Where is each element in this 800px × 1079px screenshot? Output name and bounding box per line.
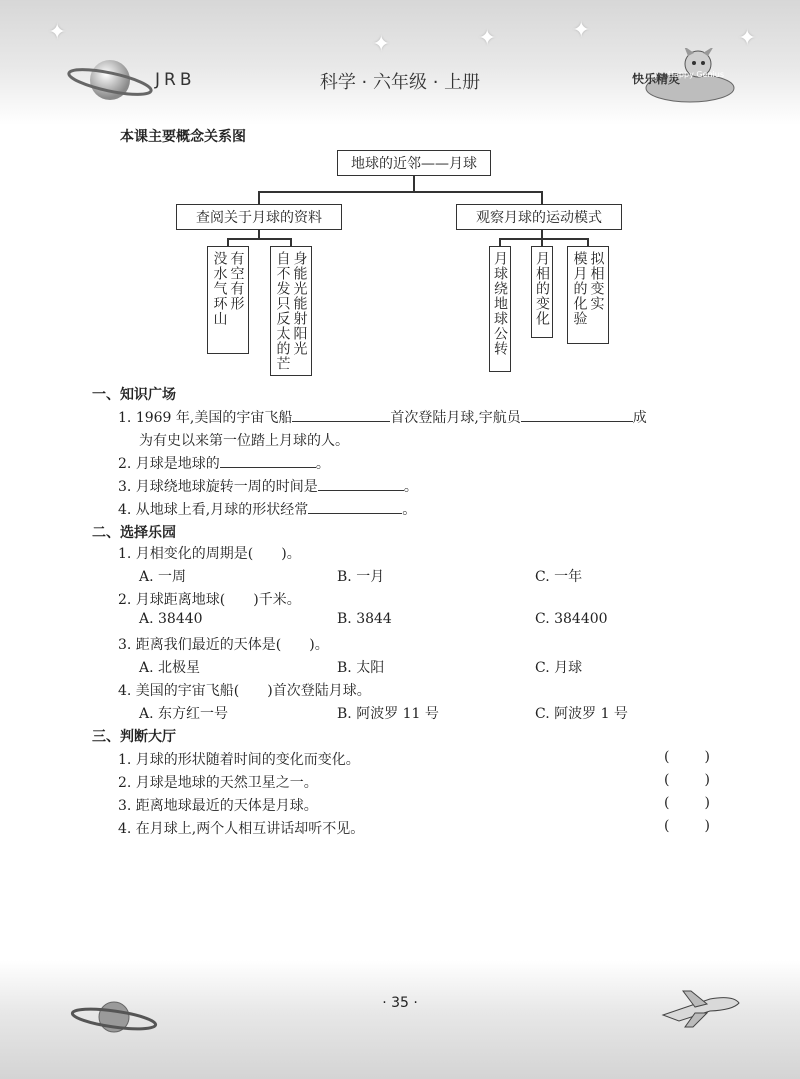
space-shuttle-icon — [655, 985, 745, 1030]
question-line: 为有史以来第一位踏上月球的人。 — [139, 433, 349, 449]
option-b[interactable]: B. 阿波罗 11 号 — [337, 706, 439, 722]
page-number: · 35 · — [382, 995, 418, 1011]
answer-blank[interactable] — [308, 499, 402, 514]
statement: 2. 月球是地球的天然卫星之一。 — [118, 775, 318, 791]
connector — [227, 238, 291, 240]
question-line: 4. 从地球上看,月球的形状经常 。 — [118, 499, 416, 519]
concept-root: 地球的近邻——月球 — [337, 150, 491, 176]
question-line: 3. 月球绕地球旋转一周的时间是 。 — [118, 476, 418, 496]
book-title: 科学 · 六年级 · 上册 — [319, 72, 481, 93]
star-icon: ✦ — [572, 18, 591, 43]
question-line: 4. 美国的宇宙飞船( )首次登陆月球。 — [118, 683, 371, 699]
connector — [499, 238, 588, 240]
concept-leaf-simulation: 拟相变实 模月的化验 — [567, 246, 609, 344]
judgment-parens[interactable]: ( ) — [664, 818, 710, 834]
statement: 4. 在月球上,两个人相互讲话却听不见。 — [118, 821, 365, 837]
answer-blank[interactable] — [521, 407, 633, 422]
concept-leaf-reflect-light: 身能光能射阳光 自不发只反太的芒 — [270, 246, 312, 376]
statement: 1. 月球的形状随着时间的变化而变化。 — [118, 752, 360, 768]
judgment-parens[interactable]: ( ) — [664, 749, 710, 765]
star-icon: ✦ — [478, 26, 497, 51]
concept-left-branch: 查阅关于月球的资料 — [176, 204, 342, 230]
option-c[interactable]: C. 月球 — [535, 660, 583, 676]
connector — [258, 191, 542, 193]
answer-blank[interactable] — [318, 476, 404, 491]
logo-text: 快乐精灵 — [632, 72, 681, 86]
option-b[interactable]: B. 太阳 — [337, 660, 385, 676]
concept-right-branch: 观察月球的运动模式 — [456, 204, 622, 230]
statement: 3. 距离地球最近的天体是月球。 — [118, 798, 318, 814]
star-icon: ✦ — [372, 32, 391, 57]
question-line: 2. 月球是地球的 。 — [118, 453, 330, 473]
concept-map-heading: 本课主要概念关系图 — [120, 129, 246, 145]
judgment-parens[interactable]: ( ) — [664, 772, 710, 788]
section-title: 三、判断大厅 — [92, 729, 176, 745]
section-title: 二、选择乐园 — [92, 525, 176, 541]
question-line: 1. 1969 年,美国的宇宙飞船 首次登陆月球,宇航员 成 — [118, 407, 647, 427]
option-b[interactable]: B. 3844 — [337, 611, 392, 627]
star-icon: ✦ — [48, 20, 67, 45]
concept-leaf-no-air: 有空有形 没水气环山 — [207, 246, 249, 354]
star-icon: ✦ — [738, 26, 757, 51]
option-b[interactable]: B. 一月 — [337, 569, 385, 585]
connector — [541, 191, 543, 205]
option-c[interactable]: C. 384400 — [535, 611, 608, 627]
happy-genius-logo — [628, 48, 736, 106]
concept-leaf-orbit: 月球绕地球公转 — [489, 246, 511, 372]
question-line: 2. 月球距离地球( )千米。 — [118, 592, 301, 608]
concept-leaf-phases: 月相的变化 — [531, 246, 553, 338]
option-a[interactable]: A. 一周 — [139, 569, 187, 585]
section-title: 一、知识广场 — [92, 387, 176, 403]
option-a[interactable]: A. 北极星 — [139, 660, 201, 676]
connector — [413, 176, 415, 192]
logo-subtext: Happy Genius — [668, 70, 725, 79]
option-a[interactable]: A. 38440 — [139, 611, 203, 627]
answer-blank[interactable] — [220, 453, 316, 468]
option-c[interactable]: C. 阿波罗 1 号 — [535, 706, 628, 722]
option-c[interactable]: C. 一年 — [535, 569, 583, 585]
question-line: 1. 月相变化的周期是( )。 — [118, 546, 301, 562]
question-line: 3. 距离我们最近的天体是( )。 — [118, 637, 329, 653]
series-label: JRB — [155, 70, 196, 90]
judgment-parens[interactable]: ( ) — [664, 795, 710, 811]
connector — [258, 191, 260, 205]
answer-blank[interactable] — [292, 407, 390, 422]
option-a[interactable]: A. 东方红一号 — [139, 706, 229, 722]
